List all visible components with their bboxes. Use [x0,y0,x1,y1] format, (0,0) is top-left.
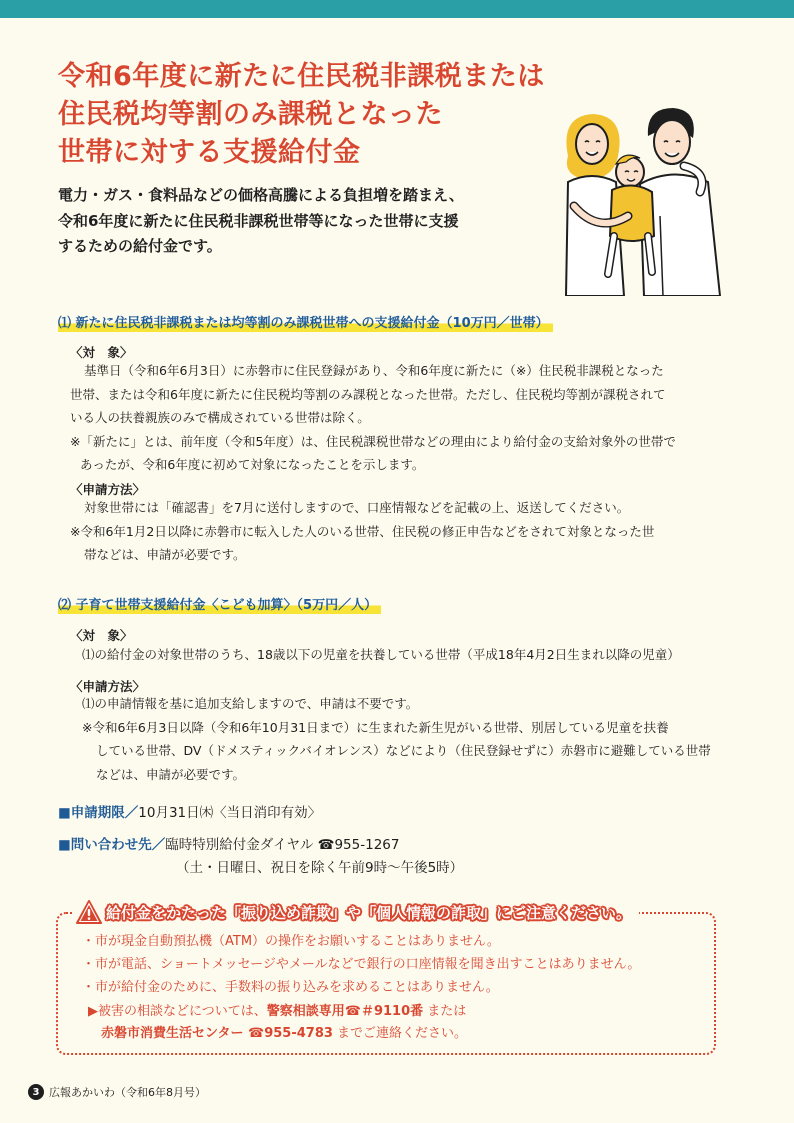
arrow-icon: ▶ [88,1004,98,1019]
square-bullet-icon: ■ [58,837,71,853]
note-line: などは、申請が必要です。 [96,766,246,782]
family-illustration [548,96,748,296]
section1-method-text [70,496,654,567]
warning-item: ・ 市が現金自動預払機（ATM）の操作をお願いすることはありません。 [82,930,640,953]
para-line: 対象世帯には「確認書」を7月に送付しますので、口座情報などを記載の上、返送してください。 [84,500,630,515]
note-line: 帯などは、申請が必要です。 [84,547,246,562]
consult-post: までご連絡ください。 [332,1026,468,1041]
warning-item: ・ 市が電話、ショートメッセージやメールなどで銀行の口座情報を聞き出すことはありません。 [82,953,640,976]
deadline-label: 申請期限／ [70,805,139,821]
warning-list [82,930,640,999]
title-line: 住民税均等割のみ課税となった [58,99,443,130]
consult-line [88,1023,467,1045]
title-line: 令和6年度に新たに住民税非課税または [58,61,545,92]
intro-line: するための給付金です。 [58,237,222,255]
contact-label: 問い合わせ先／ [70,837,166,853]
footer [28,1084,206,1100]
note-line: ※「新たに」とは、前年度（令和5年度）は、住民税課税世帯などの理由により給付金の支給対象外の世帯で [70,433,676,449]
section2-method-text [82,692,711,786]
consult-pre: 被害の相談などについては、 [98,1004,267,1019]
deadline-value: 10月31日㈭〈当日消印有効〉 [138,805,322,821]
consult-text [88,1001,467,1045]
para-line: 世帯、または令和6年度に新たに住民税均等割のみ課税となった世帯。ただし、住民税均等割が課税されて [70,386,666,402]
note-line: している世帯、DV（ドメスティックバイオレンス）などにより（住民登録せずに）赤磐市に避難している世帯 [96,743,711,758]
section1-target-label: 〈対 象〉 [70,345,133,360]
section2-target-label: 〈対 象〉 [70,628,133,643]
para-line: いる人の扶養親族のみで構成されている世帯は除く。 [70,410,370,425]
page-number: 3 [28,1084,44,1100]
section2-heading: ⑵ 子育て世帯支援給付金〈こども加算〉（5万円／人） [58,594,381,614]
note-line: ※令和6年1月2日以降に赤磐市に転入した人のいる世帯、住民税の修正申告などをされて対象となった世 [70,523,655,539]
section1-heading: ⑴ 新たに住民税非課税または均等割のみ課税世帯への支援給付金（10万円／世帯） [58,312,553,332]
intro-text [58,183,538,260]
section2-target-text [82,643,680,667]
para-line: ⑴の申請情報を基に追加支給しますので、申請は不要です。 [82,696,419,711]
page-title [58,58,578,172]
para-line: 基準日（令和6年6月3日）に赤磐市に住民登録があり、令和6年度に新たに（※）住民税非課税となった [84,363,664,378]
warning-title: 給付金をかたった「振り込め詐欺」や「個人情報の詐取」にご注意ください。 [106,903,632,922]
note-line: ※令和6年6月3日以降（令和6年10月31日まで）に生まれた新生児がいる世帯、別居している児童を扶養 [82,719,669,735]
section1-target-text [70,359,676,477]
para-line: ⑴の給付金の対象世帯のうち、18歳以下の児童を扶養している世帯（平成18年4月2日生まれ以降の児童） [82,647,680,662]
consult-or: または [423,1004,467,1019]
contact-value: 臨時特別給付金ダイヤル ☎955-1267 [165,837,400,853]
section1-method-label: 〈申請方法〉 [70,482,146,497]
intro-line: 電力・ガス・食料品などの価格高騰による負担増を踏まえ、 [58,186,464,204]
police-contact: 警察相談専用☎＃9110番 [266,1004,424,1019]
consult-line [88,1001,467,1023]
contact-row [58,833,399,853]
warning-icon [76,900,102,924]
section2-method-label: 〈申請方法〉 [70,679,146,694]
square-bullet-icon: ■ [58,805,71,821]
deadline-row [58,801,321,821]
title-line: 世帯に対する支援給付金 [58,137,361,168]
consumer-center-contact: 赤磐市消費生活センター ☎955-4783 [101,1026,333,1041]
intro-line: 令和6年度に新たに住民税非課税世帯等になった世帯に支援 [58,211,459,230]
contact-hours: （土・日曜日、祝日を除く午前9時～午後5時） [176,860,464,876]
warning-item: ・ 市が給付金のために、手数料の振り込みを求めることはありません。 [82,976,640,999]
note-line: あったが、令和6年度に初めて対象になったことを示します。 [80,457,425,472]
publication-name: 広報あかいわ（令和6年8月号） [49,1086,206,1099]
warning-header [72,897,639,927]
top-bar [0,0,794,18]
